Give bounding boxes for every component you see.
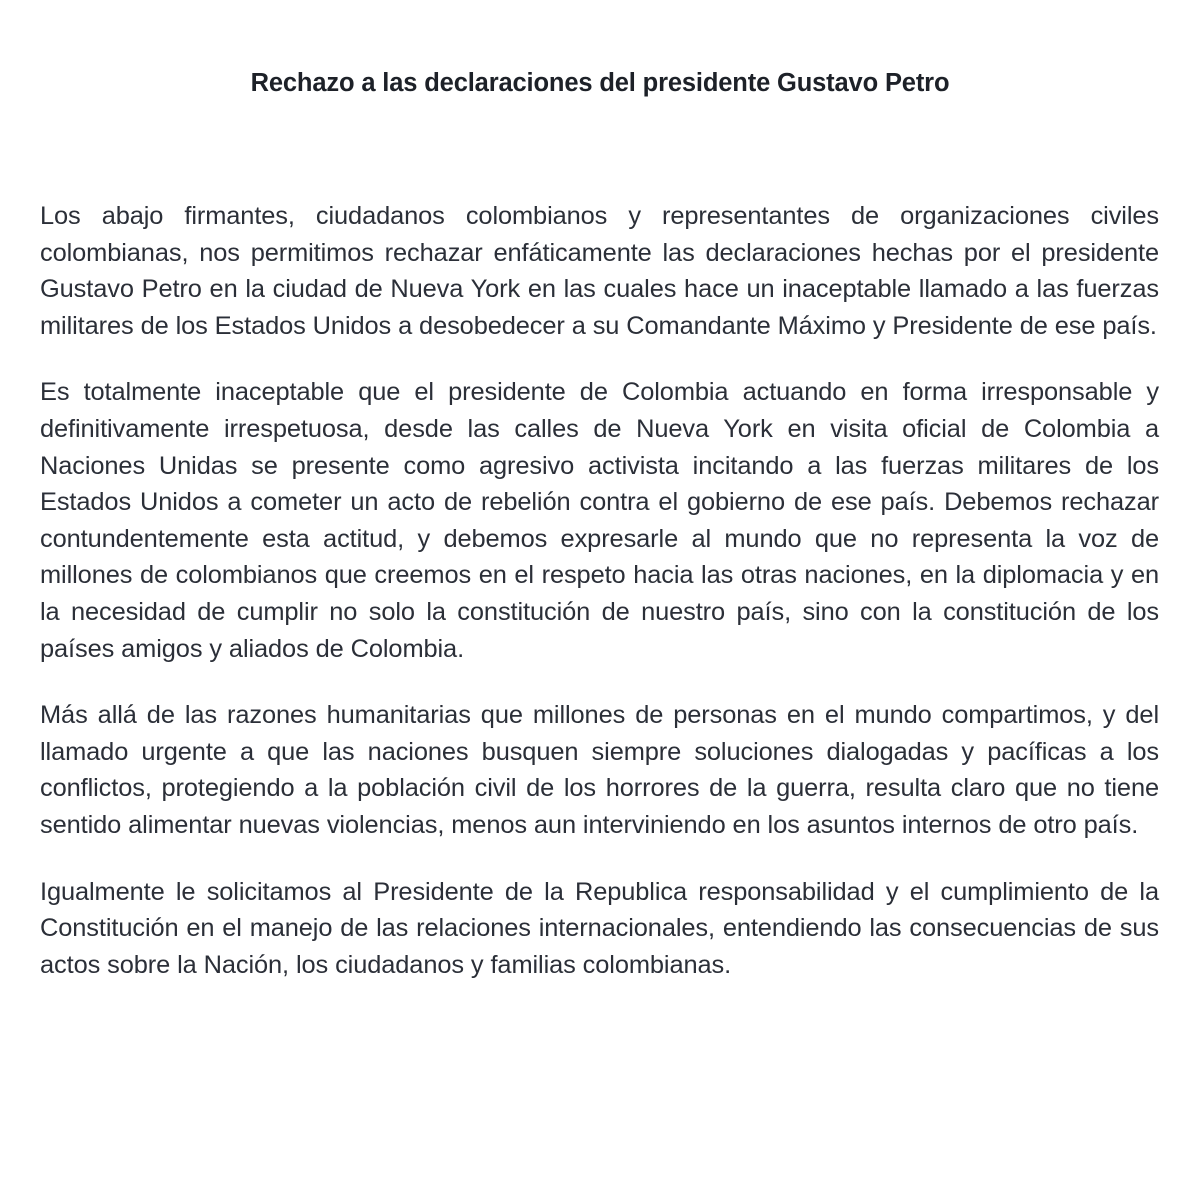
page-title: Rechazo a las declaraciones del presidente Gustavo Petro [250, 69, 950, 97]
paragraph-4: Igualmente le solicitamos al Presidente de la Republica responsabilidad y el cumplimiento de la Constitución en el manejo de las relaciones internacionales, entendiendo las consecuencias de sus actos sobre la Nación, los ciudadanos y familias colombianas. [40, 877, 1159, 979]
paragraph-2: Es totalmente inaceptable que el presidente de Colombia actuando en forma irresponsable y definitivamente irrespetuosa, desde las calles de Nueva York en visita oficial de Colombia a Naciones Unidas se presente como agresivo activista incitando a las fuerzas militares de los Estados Unidos a cometer un acto de rebelión contra el gobierno de ese país. Debemos rechazar contundentemente esta actitud, y debemos expresarle al mundo que no representa la voz de millones de colombianos que creemos en el respeto hacia las otras naciones, en la diplomacia y en la necesidad de cumplir no solo la constitución de nuestro país, sino con la constitución de los países amigos y aliados de Colombia. [40, 378, 1159, 663]
paragraph-3: Más allá de las razones humanitarias que millones de personas en el mundo compartimos, y del llamado urgente a que las naciones busquen siempre soluciones dialogadas y pacíficas a los conflictos, protegiendo a la población civil de los horrores de la guerra, resulta claro que no tiene sentido alimentar nuevas violencias, menos aun interviniendo en los asuntos internos de otro país. [40, 701, 1159, 839]
document-body [40, 198, 1159, 983]
paragraph-1: Los abajo firmantes, ciudadanos colombianos y representantes de organizaciones civiles colombianas, nos permitimos rechazar enfáticamente las declaraciones hechas por el presidente Gustavo Petro en la ciudad de Nueva York en las cuales hace un inaceptable llamado a las fuerzas militares de los Estados Unidos a desobedecer a su Comandante Máximo y Presidente de ese país. [40, 202, 1159, 340]
